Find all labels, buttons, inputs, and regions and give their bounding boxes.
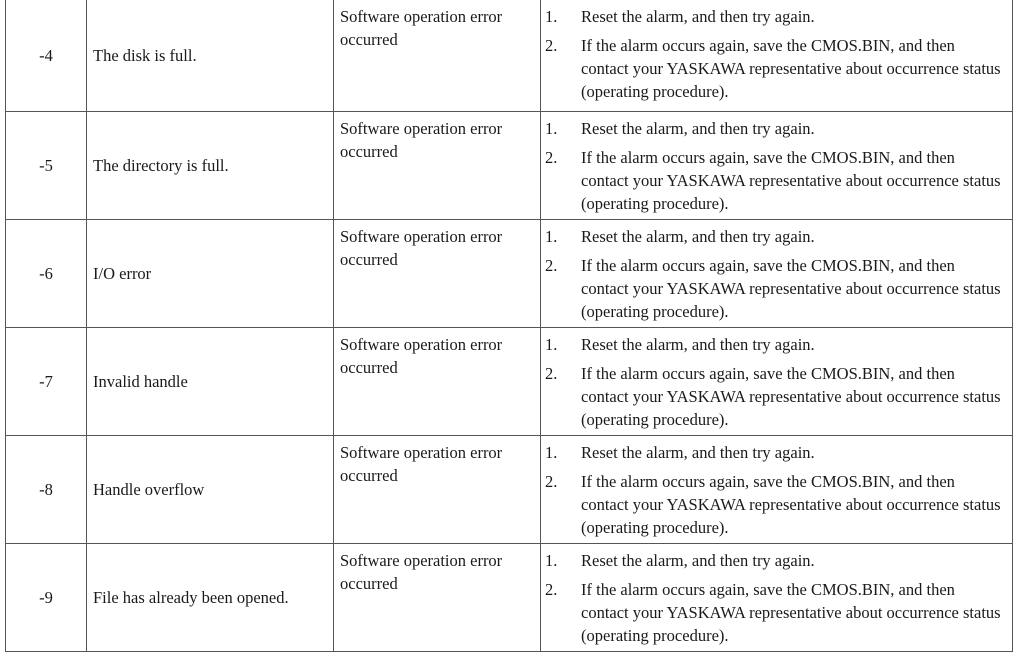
- alarm-table: [5, 0, 1013, 652]
- remedy-step-text: Reset the alarm, and then try again.: [581, 7, 815, 26]
- alarm-subcode: -9: [6, 544, 87, 652]
- table-row: [6, 220, 1013, 328]
- remedy-step-number: 1.: [545, 7, 558, 26]
- remedy-step-text: If the alarm occurs again, save the CMOS.BIN, and then contact your YASKAWA representative about occurrence status (operating procedure).: [581, 364, 1001, 429]
- alarm-subcode: -8: [6, 436, 87, 544]
- alarm-cause: Software operation error occurred: [334, 544, 541, 652]
- remedy-step: [545, 549, 1004, 572]
- remedy-step-text: If the alarm occurs again, save the CMOS.BIN, and then contact your YASKAWA representative about occurrence status (operating procedure).: [581, 472, 1001, 537]
- remedy-step-number: 2.: [545, 472, 558, 491]
- remedy-step-text: If the alarm occurs again, save the CMOS.BIN, and then contact your YASKAWA representative about occurrence status (operating procedure).: [581, 256, 1001, 321]
- remedy-step-number: 2.: [545, 36, 558, 55]
- alarm-cause: Software operation error occurred: [334, 112, 541, 220]
- alarm-cause: Software operation error occurred: [334, 328, 541, 436]
- remedy-step: [545, 117, 1004, 140]
- alarm-subcode: -5: [6, 112, 87, 220]
- alarm-remedy: [541, 220, 1013, 328]
- remedy-step-text: If the alarm occurs again, save the CMOS.BIN, and then contact your YASKAWA representative about occurrence status (operating procedure).: [581, 36, 1001, 101]
- remedy-step-text: Reset the alarm, and then try again.: [581, 335, 815, 354]
- table-row: [6, 328, 1013, 436]
- remedy-list: [545, 549, 1004, 647]
- remedy-step: [545, 34, 1004, 103]
- remedy-step-number: 1.: [545, 227, 558, 246]
- remedy-step: [545, 470, 1004, 539]
- remedy-step-number: 1.: [545, 335, 558, 354]
- alarm-description: Invalid handle: [87, 328, 334, 436]
- alarm-remedy: [541, 112, 1013, 220]
- alarm-description: I/O error: [87, 220, 334, 328]
- alarm-cause: Software operation error occurred: [334, 220, 541, 328]
- alarm-table-body: [6, 0, 1013, 652]
- alarm-cause: Software operation error occurred: [334, 436, 541, 544]
- remedy-step: [545, 362, 1004, 431]
- remedy-step-text: If the alarm occurs again, save the CMOS.BIN, and then contact your YASKAWA representative about occurrence status (operating procedure).: [581, 580, 1001, 645]
- remedy-step-number: 2.: [545, 256, 558, 275]
- remedy-list: [545, 5, 1004, 103]
- alarm-remedy: [541, 0, 1013, 112]
- remedy-step: [545, 441, 1004, 464]
- remedy-list: [545, 225, 1004, 323]
- remedy-list: [545, 333, 1004, 431]
- alarm-cause: Software operation error occurred: [334, 0, 541, 112]
- alarm-description: The directory is full.: [87, 112, 334, 220]
- alarm-remedy: [541, 328, 1013, 436]
- remedy-step-text: Reset the alarm, and then try again.: [581, 551, 815, 570]
- alarm-remedy: [541, 436, 1013, 544]
- remedy-step-text: Reset the alarm, and then try again.: [581, 443, 815, 462]
- remedy-step: [545, 578, 1004, 647]
- alarm-subcode: -7: [6, 328, 87, 436]
- remedy-step: [545, 5, 1004, 28]
- remedy-list: [545, 441, 1004, 539]
- table-row: [6, 436, 1013, 544]
- remedy-step: [545, 146, 1004, 215]
- remedy-step: [545, 333, 1004, 356]
- remedy-step-number: 2.: [545, 364, 558, 383]
- alarm-subcode: -4: [6, 0, 87, 112]
- remedy-step-number: 1.: [545, 443, 558, 462]
- alarm-description: Handle overflow: [87, 436, 334, 544]
- table-row: [6, 544, 1013, 652]
- alarm-remedy: [541, 544, 1013, 652]
- remedy-step-number: 2.: [545, 580, 558, 599]
- alarm-description: The disk is full.: [87, 0, 334, 112]
- remedy-step-text: Reset the alarm, and then try again.: [581, 227, 815, 246]
- alarm-subcode: -6: [6, 220, 87, 328]
- remedy-step-number: 2.: [545, 148, 558, 167]
- table-row: [6, 0, 1013, 112]
- remedy-list: [545, 117, 1004, 215]
- remedy-step-number: 1.: [545, 119, 558, 138]
- remedy-step: [545, 225, 1004, 248]
- remedy-step-number: 1.: [545, 551, 558, 570]
- remedy-step-text: Reset the alarm, and then try again.: [581, 119, 815, 138]
- table-row: [6, 112, 1013, 220]
- remedy-step: [545, 254, 1004, 323]
- alarm-description: File has already been opened.: [87, 544, 334, 652]
- remedy-step-text: If the alarm occurs again, save the CMOS.BIN, and then contact your YASKAWA representative about occurrence status (operating procedure).: [581, 148, 1001, 213]
